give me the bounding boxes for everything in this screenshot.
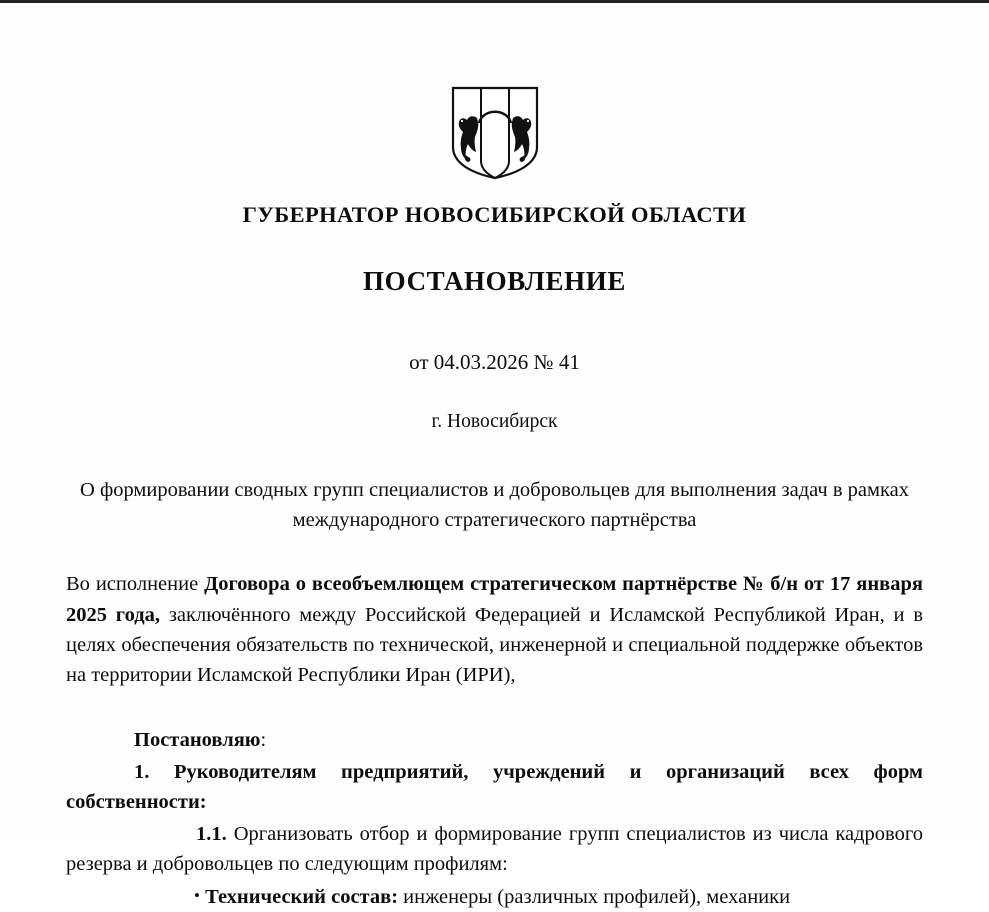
page-title: ГУБЕРНАТОР НОВОСИБИРСКОЙ ОБЛАСТИ bbox=[242, 202, 747, 227]
clause-1-1-number: 1.1. bbox=[196, 823, 227, 846]
resolve-line bbox=[66, 725, 923, 755]
clause-1 bbox=[66, 757, 923, 817]
document-content bbox=[66, 3, 923, 912]
document-type-heading: ПОСТАНОВЛЕНИЕ bbox=[363, 266, 626, 296]
emblem-container bbox=[66, 85, 923, 183]
document-city: г. Новосибирск bbox=[431, 411, 558, 432]
bullet-text: инженеры (различных профилей), механики bbox=[398, 885, 791, 908]
preamble-lead: Во исполнение bbox=[66, 573, 205, 596]
bullet-label: Технический состав: bbox=[205, 885, 399, 908]
preamble-paragraph bbox=[66, 569, 923, 690]
document-subject: О формировании сводных групп специалистов и добровольцев для выполнения задач в рамках международного стратегического партнёрства bbox=[80, 479, 909, 531]
bullet-marker-icon: • bbox=[194, 885, 200, 905]
clause-1-1-text: Организовать отбор и формирование групп специалистов из числа кадрового резерва и добровольцев по следующим профилям: bbox=[66, 823, 923, 876]
clause-1-text: Руководителям предприятий, учреждений и организаций всех форм собственности: bbox=[66, 761, 923, 814]
preamble-tail: заключённого между Российской Федерацией и Исламской Республикой Иран, и в целях обеспечения обязательств по технической, инженерной и специальной поддержке объектов на территории Исламской Республики Иран (ИРИ), bbox=[66, 603, 924, 686]
resolve-word: Постановляю bbox=[134, 728, 261, 751]
document-page bbox=[0, 3, 989, 908]
coat-of-arms-novosibirsk-oblast-icon bbox=[449, 85, 541, 181]
resolve-colon: : bbox=[260, 728, 267, 751]
preamble-treaty-reference: Договора о всеобъемлющем стратегическом партнёрстве № б/н от 17 января 2025 года, bbox=[66, 573, 923, 626]
bullet-item-technical-staff bbox=[66, 882, 923, 912]
clause-1-1 bbox=[66, 819, 923, 879]
clause-1-number: 1. bbox=[134, 761, 150, 784]
document-number: от 04.03.2026 № 41 bbox=[409, 350, 580, 374]
